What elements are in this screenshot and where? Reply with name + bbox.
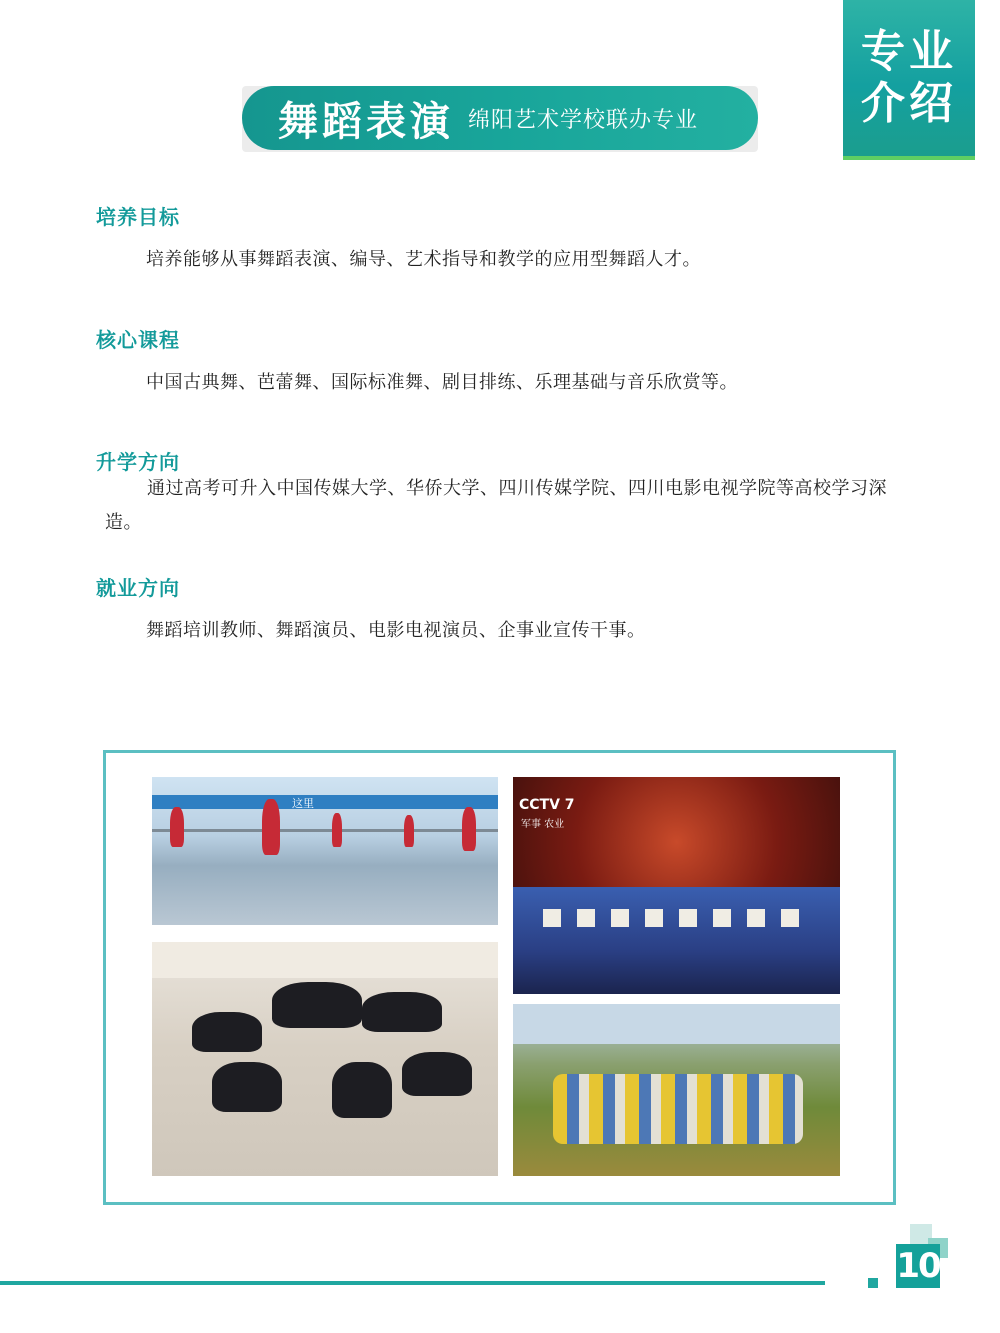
performers-group [513, 887, 840, 994]
ballet-barre [152, 829, 498, 832]
studio-banner [152, 795, 498, 809]
footer-rule [0, 1281, 825, 1285]
section-body-courses: 中国古典舞、芭蕾舞、国际标准舞、剧目排练、乐理基础与音乐欣赏等。 [146, 372, 738, 393]
photo-tv-performance [513, 777, 840, 994]
photo-ballet-studio [152, 777, 498, 925]
studio-banner-text: 这里 [292, 797, 314, 810]
section-tab-line1: 专业 [861, 26, 957, 77]
section-tab [843, 0, 975, 160]
page-number-badge [892, 1224, 954, 1290]
dancer [192, 1012, 262, 1052]
footer-square [868, 1278, 878, 1288]
dancer [462, 807, 476, 851]
title-pill [242, 86, 758, 150]
dancer [332, 1062, 392, 1118]
section-body-further-study: 通过高考可升入中国传媒大学、华侨大学、四川传媒学院、四川电影电视学院等高校学习深造。 [105, 478, 887, 533]
dancer [170, 807, 184, 847]
photo-backbend-practice [152, 942, 498, 1176]
dancer [404, 815, 414, 847]
section-heading-courses: 核心课程 [96, 328, 180, 352]
performers-hats [543, 909, 803, 927]
section-body-goal: 培养能够从事舞蹈表演、编导、艺术指导和教学的应用型舞蹈人才。 [146, 249, 701, 270]
section-heading-employment: 就业方向 [96, 576, 180, 600]
sky [513, 1004, 840, 1044]
page-title: 舞蹈表演 [278, 98, 454, 145]
cctv-channel: 军事 农业 [521, 819, 565, 830]
dancer [272, 982, 362, 1028]
dancer [332, 813, 342, 847]
cctv-logo: CCTV 7 [519, 797, 575, 813]
photo-outdoor-performance [513, 1004, 840, 1176]
dancer [402, 1052, 472, 1096]
section-heading-further-study: 升学方向 [96, 450, 180, 474]
page-subtitle: 绵阳艺术学校联办专业 [468, 107, 699, 133]
section-heading-goal: 培养目标 [96, 205, 180, 229]
section-tab-line2: 介绍 [861, 78, 957, 129]
dancer [262, 799, 280, 855]
page-number: 10 [896, 1246, 940, 1286]
title-banner [242, 86, 758, 152]
dancer [212, 1062, 282, 1112]
dancer [362, 992, 442, 1032]
section-body-employment: 舞蹈培训教师、舞蹈演员、电影电视演员、企事业宣传干事。 [146, 620, 646, 641]
studio-wall [152, 942, 498, 978]
performers-group [553, 1074, 803, 1144]
